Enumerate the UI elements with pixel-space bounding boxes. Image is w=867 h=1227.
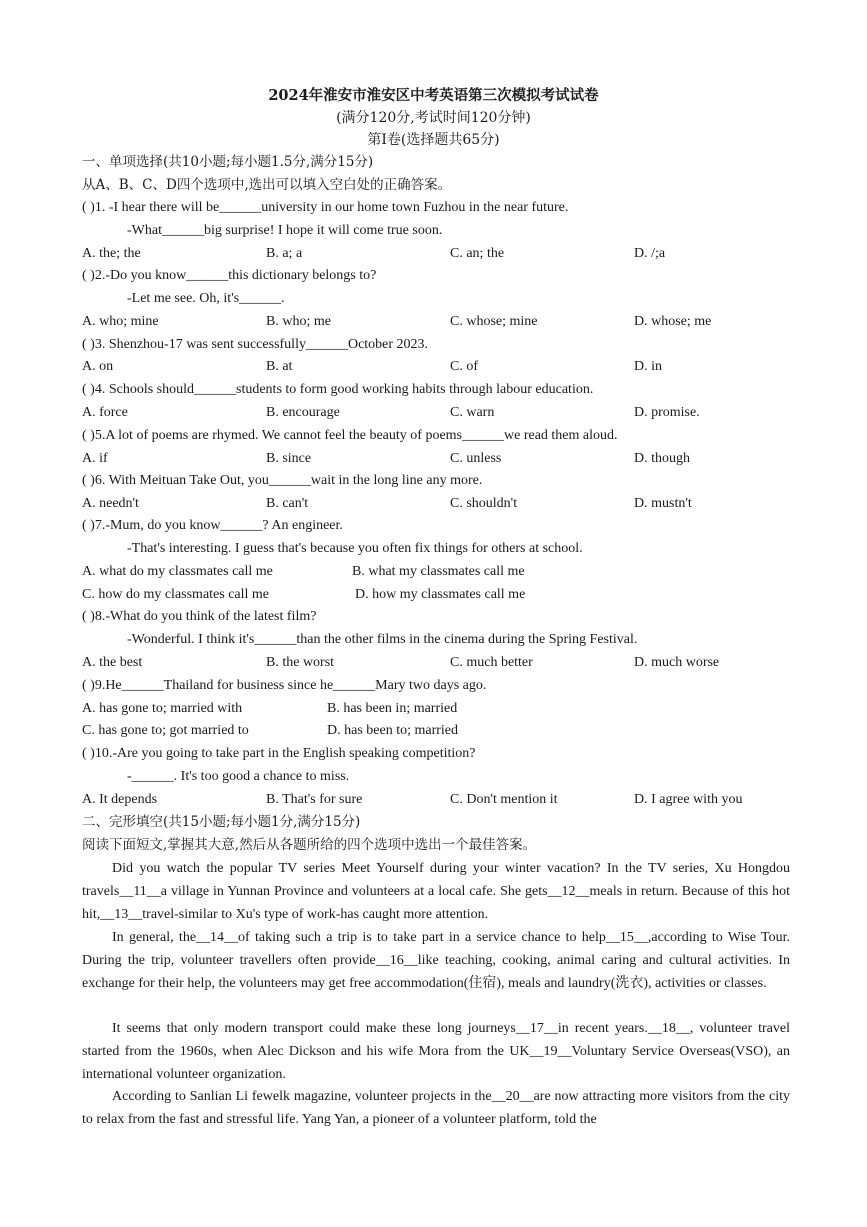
q7-option-b: B. what my classmates call me xyxy=(352,564,525,579)
q1-option-d: D. /;a xyxy=(634,246,666,261)
q8-stem: ( )8.-What do you think of the latest film? xyxy=(82,609,317,624)
q1-option-b: B. a; a xyxy=(266,246,303,261)
q7-option-a: A. what do my classmates call me xyxy=(82,564,273,579)
section1-heading: 一、单项选择(共10小题;每小题1.5分,满分15分) xyxy=(82,154,374,170)
q8-option-a: A. the best xyxy=(82,655,143,670)
q8-option-c: C. much better xyxy=(450,655,533,670)
q7-stem: ( )7.-Mum, do you know______? An engineer. xyxy=(82,518,343,533)
q3-option-a: A. on xyxy=(82,359,114,374)
q4-option-c: C. warn xyxy=(450,405,495,420)
q3-option-b: B. at xyxy=(266,359,293,374)
q5-option-d: D. though xyxy=(634,451,690,466)
q6-option-c: C. shouldn't xyxy=(450,496,518,511)
section2-heading: 二、完形填空(共15小题;每小题1分,满分15分) xyxy=(82,814,361,830)
exam-subtitle: (满分120分,考试时间120分钟) xyxy=(336,110,531,126)
q2-option-b: B. who; me xyxy=(266,314,331,329)
q1-option-a: A. the; the xyxy=(82,246,141,261)
q7-stem-2: -That's interesting. I guess that's because you often fix things for others at school. xyxy=(127,541,583,556)
q9-option-a: A. has gone to; married with xyxy=(82,701,243,716)
passage-paragraph-2: In general, the__14__of taking such a trip is to take part in a service chance to help__15__,according to Wise Tour. During the trip, volunteer travellers often provide__16__like teaching, cooking, animal caring and cultural activities. In exchange for their help, the volunteers may get free accommodation(住宿), meals and laundry(洗衣), activities or classes. xyxy=(82,930,790,991)
q8-option-b: B. the worst xyxy=(266,655,335,670)
q10-option-a: A. It depends xyxy=(82,792,158,807)
passage-paragraph-3: It seems that only modern transport could make these long journeys__17__in recent years.__18__, volunteer travel started from the 1960s, when Alec Dickson and his wife Mora from the UK__19__Voluntary Service Overseas(VSO), an international volunteer organization. xyxy=(82,1021,790,1082)
q3-option-c: C. of xyxy=(450,359,478,374)
q1-option-c: C. an; the xyxy=(450,246,505,261)
q4-option-a: A. force xyxy=(82,405,128,420)
q4-stem: ( )4. Schools should______students to form good working habits through labour education. xyxy=(82,382,594,397)
q10-option-b: B. That's for sure xyxy=(266,792,363,807)
q9-option-c: C. has gone to; got married to xyxy=(82,723,249,738)
q9-stem: ( )9.He______Thailand for business since he______Mary two days ago. xyxy=(82,678,487,693)
q5-stem: ( )5.A lot of poems are rhymed. We cannot feel the beauty of poems______we read them aloud. xyxy=(82,428,618,443)
passage-paragraph-1: Did you watch the popular TV series Meet Yourself during your winter vacation? In the TV series, Xu Hongdou travels__11__a village in Yunnan Province and volunteers at a local cafe. She gets__12__meals in return. Because of this hot hit,__13__travel-similar to Xu's type of work-has caught more attention. xyxy=(82,861,790,922)
q6-option-d: D. mustn't xyxy=(634,496,692,511)
q5-option-c: C. unless xyxy=(450,451,502,466)
q4-option-b: B. encourage xyxy=(266,405,340,420)
q10-option-c: C. Don't mention it xyxy=(450,792,558,807)
q8-option-d: D. much worse xyxy=(634,655,720,670)
q7-option-c: C. how do my classmates call me xyxy=(82,587,270,602)
q2-option-c: C. whose; mine xyxy=(450,314,538,329)
q2-option-a: A. who; mine xyxy=(82,314,159,329)
q1-stem: ( )1. -I hear there will be______university in our home town Fuzhou in the near future. xyxy=(82,200,569,215)
q10-option-d: D. I agree with you xyxy=(634,792,743,807)
q3-stem: ( )3. Shenzhou-17 was sent successfully______October 2023. xyxy=(82,337,429,352)
q3-option-d: D. in xyxy=(634,359,662,374)
part-title: 第I卷(选择题共65分) xyxy=(367,132,500,148)
exam-title: 2024年淮安市淮安区中考英语第三次模拟考试试卷 xyxy=(268,87,599,104)
q2-stem-2: -Let me see. Oh, it's______. xyxy=(127,291,285,306)
q10-stem-2: -______. It's too good a chance to miss. xyxy=(127,769,350,784)
section2-instruction: 阅读下面短文,掌握其大意,然后从各题所给的四个选项中选出一个最佳答案。 xyxy=(82,837,537,853)
passage-paragraph-4: According to Sanlian Li fewelk magazine, volunteer projects in the__20__are now attracting more visitors from the city to relax from the fast and stressful life. Yang Yan, a pioneer of a volunteer platform, told the xyxy=(82,1089,790,1127)
q6-stem: ( )6. With Meituan Take Out, you______wait in the long line any more. xyxy=(82,473,483,488)
q6-option-a: A. needn't xyxy=(82,496,139,511)
q5-option-b: B. since xyxy=(266,451,312,466)
q6-option-b: B. can't xyxy=(266,496,309,511)
q10-stem: ( )10.-Are you going to take part in the English speaking competition? xyxy=(82,746,476,761)
q8-stem-2: -Wonderful. I think it's______than the other films in the cinema during the Spring Festival. xyxy=(127,632,638,647)
q7-option-d: D. how my classmates call me xyxy=(355,587,526,602)
q2-option-d: D. whose; me xyxy=(634,314,712,329)
q4-option-d: D. promise. xyxy=(634,405,700,420)
q9-option-b: B. has been in; married xyxy=(327,701,458,716)
q9-option-d: D. has been to; married xyxy=(327,723,459,738)
q2-stem: ( )2.-Do you know______this dictionary belongs to? xyxy=(82,268,377,283)
q5-option-a: A. if xyxy=(82,451,108,466)
section1-instruction: 从A、B、C、D四个选项中,选出可以填入空白处的正确答案。 xyxy=(82,177,452,193)
q1-stem-2: -What______big surprise! I hope it will come true soon. xyxy=(127,223,443,238)
